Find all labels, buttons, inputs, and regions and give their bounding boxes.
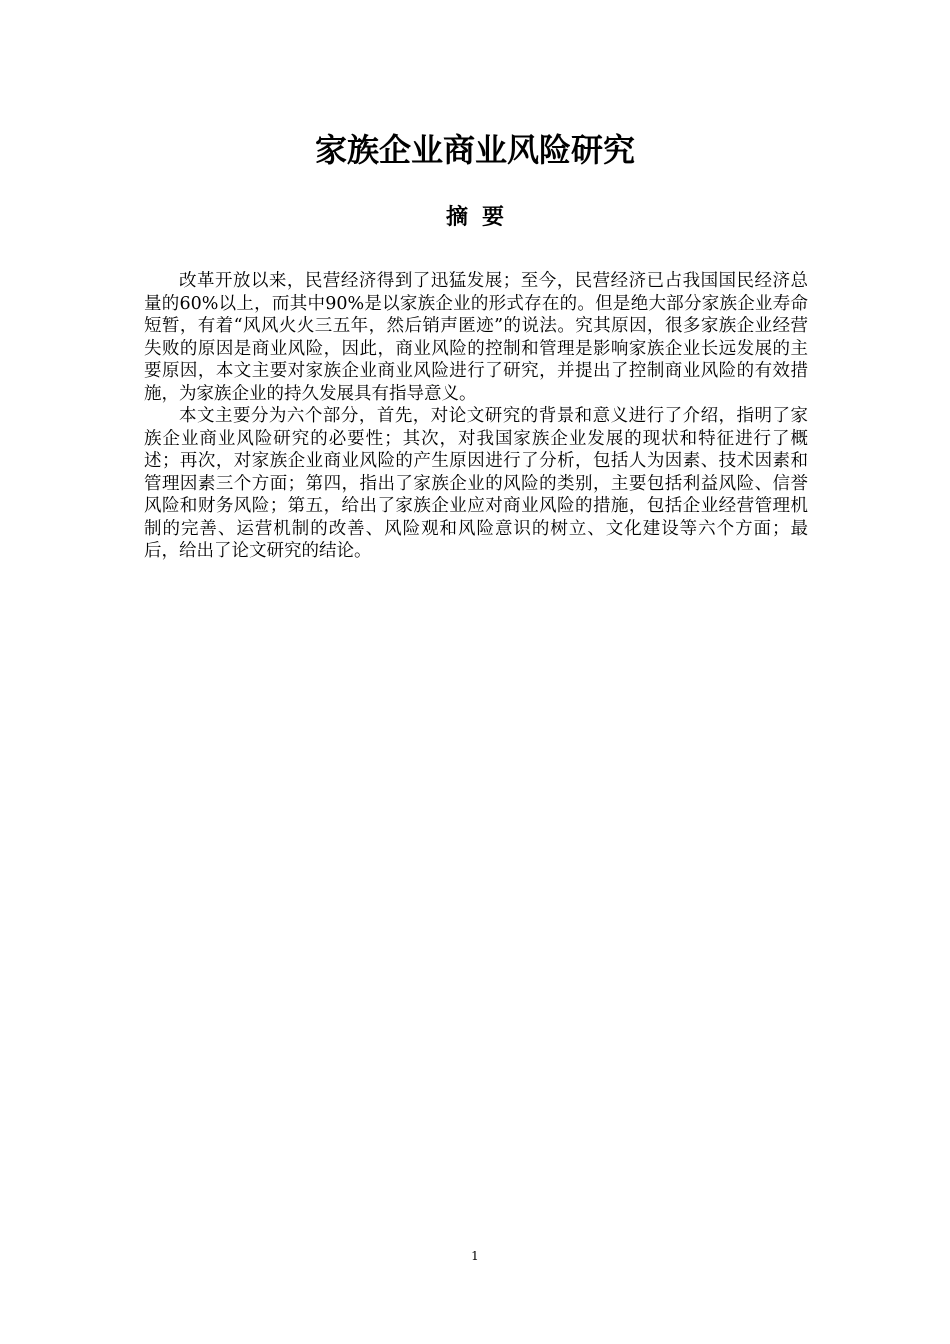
abstract-paragraph-2: 本文主要分为六个部分，首先，对论文研究的背景和意义进行了介绍，指明了家族企业商业风险研究的必要性；其次，对我国家族企业发展的现状和特征进行了概述；再次，对家族企业商业风险的产生原因进行了分析，包括人为因素、技术因素和管理因素三个方面；第四，指出了家族企业的风险的类别，主要包括利益风险、信誉风险和财务风险；第五，给出了家族企业应对商业风险的措施，包括企业经营管理机制的完善、运营机制的改善、风险观和风险意识的树立、文化建设等六个方面；最后，给出了论文研究的结论。	[144, 406, 808, 561]
abstract-heading: 摘要	[445, 205, 518, 230]
abstract-body	[144, 270, 808, 563]
page-number: 1	[471, 1249, 479, 1263]
document-title: 家族企业商业风险研究	[314, 131, 635, 169]
abstract-paragraph-1: 改革开放以来，民营经济得到了迅猛发展；至今，民营经济已占我国国民经济总量的60%以上，而其中90%是以家族企业的形式存在的。但是绝大部分家族企业寿命短暂，有着“风风火火三五年，然后销声匿迹”的说法。究其原因，很多家族企业经营失败的原因是商业风险，因此，商业风险的控制和管理是影响家族企业长远发展的主要原因，本文主要对家族企业商业风险进行了研究，并提出了控制商业风险的有效措施，为家族企业的持久发展具有指导意义。	[144, 271, 808, 404]
